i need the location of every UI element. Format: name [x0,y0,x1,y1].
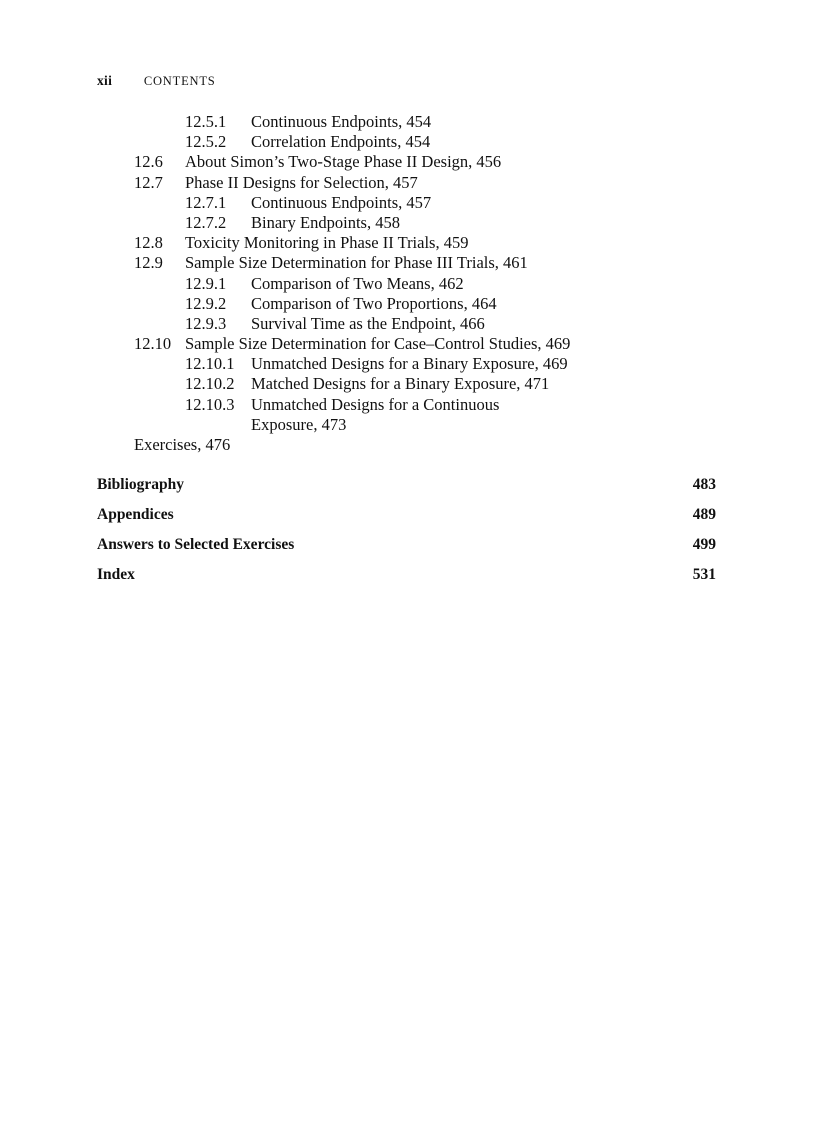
page-header [97,73,216,89]
toc-entry [0,314,816,334]
running-title: CONTENTS [143,74,216,88]
toc-entry [0,395,816,415]
toc-entry [0,132,816,152]
toc-entry-title: Toxicity Monitoring in Phase II Trials, 459 [185,233,469,253]
toc-entry-number: 12.8 [134,233,163,253]
toc-entry-title: Phase II Designs for Selection, 457 [185,172,418,192]
toc-entry-title: Unmatched Designs for a Continuous [251,394,500,414]
toc-entry [0,253,816,273]
toc-entry-number: 12.5.2 [185,132,227,152]
toc-entry-number: 12.6 [134,152,163,172]
toc-entry-title: Binary Endpoints, 458 [251,212,400,232]
backmatter-page: 499 [692,536,716,553]
toc-entry-continuation [0,415,816,435]
toc-entry-title: Continuous Endpoints, 457 [251,192,432,212]
toc-entry [0,274,816,294]
backmatter-title: Bibliography [97,476,184,493]
toc-entry-number: 12.10.3 [185,394,235,414]
toc-entry [0,354,816,374]
toc-entry-number: 12.7.1 [185,192,227,212]
toc-entry [0,213,816,233]
backmatter-entry-bibliography [97,474,716,504]
toc-entry-number: 12.9.2 [185,293,227,313]
backmatter-page: 489 [692,506,716,523]
toc-entry-number: 12.9.3 [185,313,227,333]
backmatter-page: 483 [692,476,716,493]
page-number: xii [97,73,113,88]
toc-entry-title: About Simon’s Two-Stage Phase II Design, 456 [185,152,502,172]
backmatter-title: Index [97,566,135,583]
backmatter-title: Appendices [97,506,174,523]
toc-entry-title: Comparison of Two Proportions, 464 [251,293,497,313]
toc-entry [0,294,816,314]
backmatter-entry-answers [97,534,716,564]
toc-entry [0,374,816,394]
toc-entry-title: Correlation Endpoints, 454 [251,132,431,152]
toc-entry [0,173,816,193]
toc-entry-title: Survival Time as the Endpoint, 466 [251,313,485,333]
toc-entry-title: Comparison of Two Means, 462 [251,273,464,293]
toc-entry-number: 12.7 [134,172,163,192]
toc-list [0,112,816,455]
toc-entry-exercises [0,435,816,455]
toc-entry-number: 12.10.2 [185,374,235,394]
backmatter-page: 531 [692,566,716,583]
backmatter-entry-index [97,564,716,594]
toc-entry-number: 12.5.1 [185,112,227,131]
toc-entry-title: Unmatched Designs for a Binary Exposure, 469 [251,354,568,374]
toc-entry-number: 12.9.1 [185,273,227,293]
toc-entry [0,112,816,132]
toc-entry-number: 12.7.2 [185,212,227,232]
toc-entry-title: Sample Size Determination for Phase III Trials, 461 [185,253,528,273]
backmatter-list [97,474,716,594]
toc-entry-title: Matched Designs for a Binary Exposure, 471 [251,374,550,394]
toc-entry-title: Exercises, 476 [134,435,231,454]
toc-entry [0,152,816,172]
toc-entry [0,334,816,354]
toc-entry-number: 12.10 [134,334,172,354]
toc-entry [0,233,816,253]
backmatter-entry-appendices [97,504,716,534]
toc-entry-number: 12.9 [134,253,163,273]
toc-entry-number: 12.10.1 [185,354,235,374]
toc-entry [0,193,816,213]
toc-entry-title: Sample Size Determination for Case–Control Studies, 469 [185,334,571,354]
toc-entry-title: Exposure, 473 [251,414,347,434]
toc-entry-title: Continuous Endpoints, 454 [251,112,432,131]
backmatter-title: Answers to Selected Exercises [97,536,295,553]
